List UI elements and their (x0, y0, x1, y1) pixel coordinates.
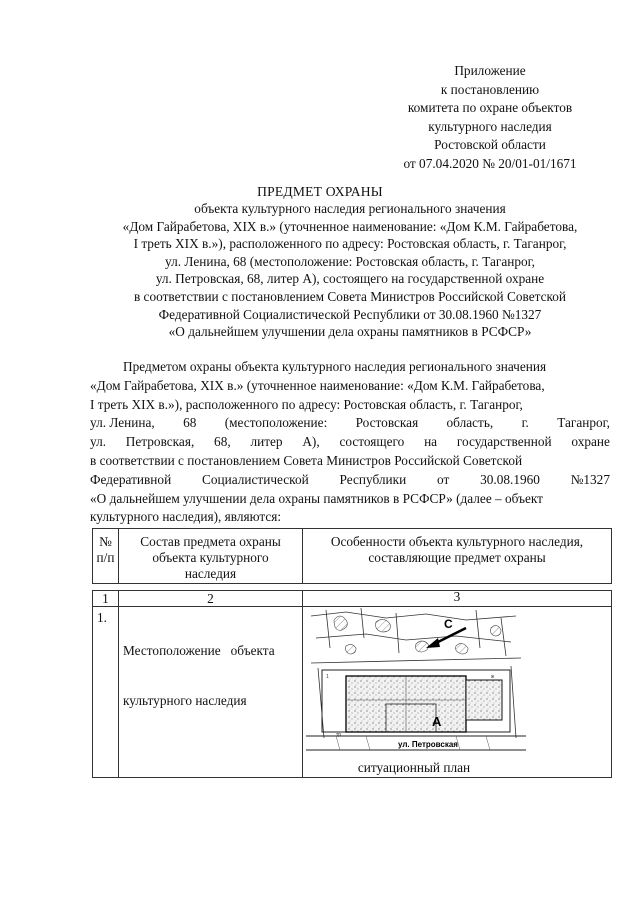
appendix-line: к постановлению (440, 81, 540, 97)
paragraph-word-group: литер (250, 434, 283, 450)
plan-caption: ситуационный план (357, 760, 471, 775)
subtitle-line: «О дальнейшем улучшении дела охраны памятников в РСФСР» (168, 324, 532, 340)
appendix-line: культурного наследия (428, 118, 552, 134)
header-composition-line: объекта культурного (152, 550, 269, 565)
header-num-line: п/п (96, 550, 115, 565)
paragraph-line (90, 452, 610, 471)
header-num-line: № (99, 534, 112, 549)
paragraph-line (90, 358, 610, 377)
paragraph-line (90, 414, 610, 433)
appendix-header (370, 62, 610, 174)
paragraph-word-group: «О дальнейшем улучшении дела охраны памятников в РСФСР» (далее – объект (90, 490, 543, 506)
subtitle-line: ул. Ленина, 68 (местоположение: Ростовская область, г. Таганрог, (165, 253, 535, 269)
paragraph-word-group: I треть XIX в.»), расположенного по адресу: Ростовская область, г. Таганрог, (90, 396, 523, 412)
paragraph-word-group: ул. (90, 434, 107, 450)
row-number: 1. (97, 610, 107, 625)
paragraph-word-group: ул. Ленина, (90, 415, 155, 431)
paragraph-word-group: Таганрог, (557, 415, 610, 431)
subtitle-line: в соответствии с постановлением Совета Министров Российской Советской (133, 288, 567, 304)
paragraph-word-group: состоящего (339, 434, 405, 450)
paragraph-word-group: на (424, 434, 438, 450)
paragraph-word-group: культурного наследия), являются: (90, 509, 282, 525)
paragraph-word-group: Федеративной (90, 471, 172, 487)
appendix-line: Приложение (454, 63, 526, 78)
street-label: ул. Петровская (398, 740, 458, 749)
paragraph-word-group: 68, (214, 434, 231, 450)
paragraph-line (90, 471, 610, 490)
header-features-line: Особенности объекта культурного наследия, (330, 534, 584, 549)
colnum-3: 3 (453, 589, 461, 604)
paragraph-word-group: Республики (339, 471, 407, 487)
paragraph-word-group: №1327 (570, 471, 610, 487)
paragraph-line (90, 508, 610, 527)
north-label: С (444, 617, 453, 631)
situational-plan-map (306, 608, 526, 760)
row-composition-line: культурного наследия (123, 692, 247, 708)
document-subtitle (80, 200, 620, 341)
paragraph-word-group: от (437, 471, 450, 487)
paragraph-word-group: в соответствии с постановлением Совета Министров Российской Советской (90, 452, 523, 468)
paragraph-word-group: 68 (183, 415, 197, 431)
paragraph-word-group: А), (302, 434, 320, 450)
paragraph-line (90, 377, 610, 396)
subtitle-line: Федеративной Социалистической Республики от 30.08.1960 №1327 (158, 306, 542, 322)
colnum-2: 2 (207, 591, 214, 606)
paragraph-word-group: г. (521, 415, 529, 431)
document-title: ПРЕДМЕТ ОХРАНЫ (257, 184, 383, 199)
row-cell-num (92, 606, 119, 778)
body-paragraph (90, 358, 610, 527)
paragraph-word-group: область, (446, 415, 494, 431)
appendix-line: Ростовской области (434, 137, 546, 153)
subtitle-line: объекта культурного наследия регионального значения (194, 201, 506, 216)
subtitle-line: I треть XIX в.»), расположенного по адресу: Ростовская область, г. Таганрог, (133, 236, 567, 252)
paragraph-word-group: (местоположение: (224, 415, 328, 431)
header-features-text (302, 534, 612, 566)
appendix-line: комитета по охране объектов (407, 100, 573, 116)
header-composition-line: наследия (184, 566, 237, 581)
paragraph-word-group: охране (571, 434, 610, 450)
paragraph-line (90, 433, 610, 452)
header-features-line: составляющие предмет охраны (368, 550, 546, 565)
paragraph-word-group: Петровская, (125, 434, 195, 450)
header-composition-text (118, 534, 303, 582)
header-composition-line: Состав предмета охраны (140, 534, 281, 549)
svg-text:1: 1 (326, 674, 329, 680)
paragraph-line (90, 490, 610, 509)
paragraph-word-group: государственной (456, 434, 552, 450)
paragraph-word-group: «Дом Гайрабетова, XIX в.» (уточненное наименование: «Дом К.М. Гайрабетова, (90, 377, 545, 393)
paragraph-word-group: 30.08.1960 (480, 471, 540, 487)
subtitle-line: ул. Петровская, 68, литер А), состоящего на государственной охране (155, 271, 545, 287)
subtitle-line: «Дом Гайрабетова, XIX в.» (уточненное наименование: «Дом К.М. Гайрабетова, (122, 218, 578, 234)
paragraph-line (90, 396, 610, 415)
paragraph-word-group: Ростовская (355, 415, 419, 431)
building-label: А (432, 714, 442, 729)
row-composition-line: Местоположение объекта (123, 643, 275, 658)
colnum-1: 1 (102, 591, 109, 606)
svg-text:ж: ж (491, 674, 495, 680)
appendix-line: от 07.04.2020 № 20/01-01/1671 (403, 155, 577, 171)
paragraph-word-group: Предметом охраны объекта культурного наследия регионального значения (123, 359, 547, 374)
header-num-text (92, 534, 119, 566)
svg-text:тр: тр (336, 732, 342, 738)
row-composition-text (123, 610, 298, 742)
paragraph-word-group: Социалистической (201, 471, 309, 487)
